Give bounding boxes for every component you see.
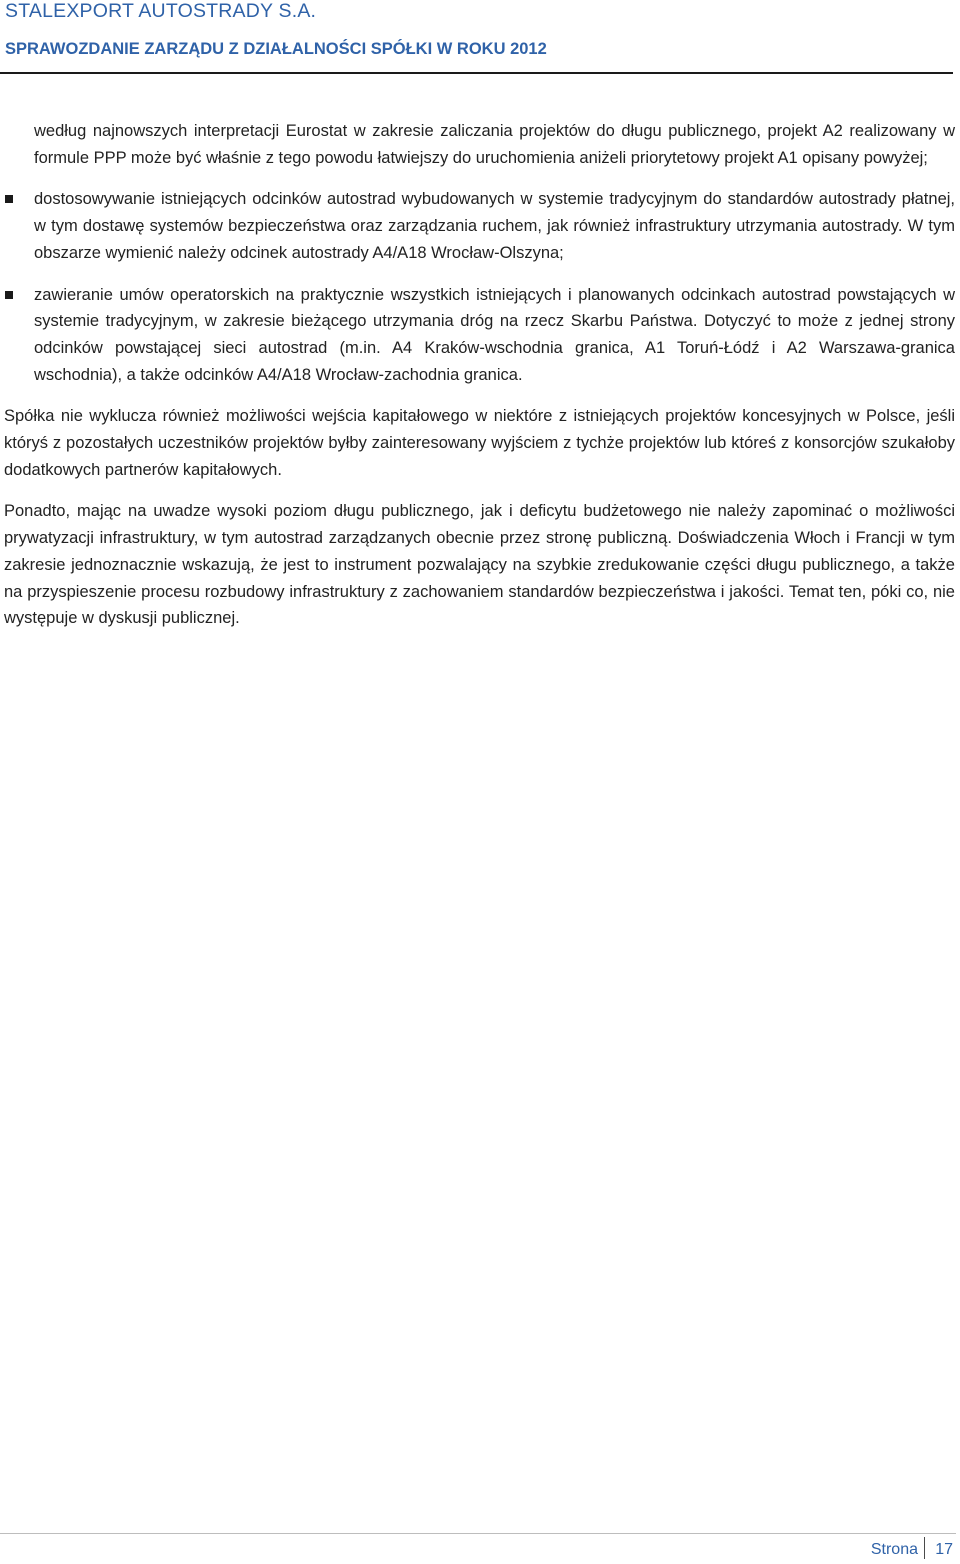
bullet-item bbox=[4, 186, 955, 266]
bullet-item bbox=[4, 282, 955, 389]
header-divider bbox=[0, 72, 953, 74]
report-title: SPRAWOZDANIE ZARZĄDU Z DZIAŁALNOŚCI SPÓŁKI W ROKU 2012 bbox=[5, 40, 547, 58]
paragraph: Ponadto, mając na uwadze wysoki poziom długu publicznego, jak i deficytu budżetowego nie należy zapominać o możliwości prywatyzacji infrastruktury, w tym autostrad zarządzanych obecnie przez stronę publiczną. Doświadczenia Włoch i Francji w tym zakresie jednoznacznie wskazują, że jest to instrument pozwalający na szybkie zredukowanie części długu publicznego, a także na przyspieszenie procesu rozbudowy infrastruktury z zachowaniem standardów bezpieczeństwa i jakości. Temat ten, póki co, nie występuje w dyskusji publicznej. bbox=[4, 502, 955, 628]
page-footer bbox=[0, 1533, 958, 1559]
bullet-text: dostosowywanie istniejących odcinków autostrad wybudowanych w systemie tradycyjnym do standardów autostrady płatnej, w tym dostawę systemów bezpieczeństwa oraz zarządzania ruchem, jak również infrastruktury utrzymania autostrady. W tym obszarze wymienić należy odcinek autostrady A4/A18 Wrocław-Olszyna; bbox=[34, 190, 955, 262]
square-bullet-icon bbox=[5, 291, 13, 299]
company-name: STALEXPORT AUTOSTRADY S.A. bbox=[5, 0, 317, 22]
document-body bbox=[4, 118, 955, 632]
page-label: Strona bbox=[870, 1541, 918, 1558]
square-bullet-icon bbox=[5, 195, 13, 203]
footer-separator bbox=[924, 1537, 925, 1559]
bullet-text: zawieranie umów operatorskich na praktycznie wszystkich istniejących i planowanych odcinkach autostrad powstających w systemie tradycyjnym, w zakresie bieżącego utrzymania dróg na rzecz Skarbu Państwa. Dotyczyć to może z jednej strony odcinków powstającej sieci autostrad (m.in. A4 Kraków-wschodnia granica, A1 Toruń-Łódź i A2 Warszawa-granica wschodnia), a także odcinków A4/A18 Wrocław-zachodnia granica. bbox=[34, 285, 955, 384]
continuation-text: według najnowszych interpretacji Eurostat w zakresie zaliczania projektów do długu publicznego, projekt A2 realizowany w formule PPP może być właśnie z tego powodu łatwiejszy do uruchomienia aniżeli priorytetowy projekt A1 opisany powyżej; bbox=[34, 122, 955, 167]
paragraph: Spółka nie wyklucza również możliwości wejścia kapitałowego w niektóre z istniejących projektów koncesyjnych w Polsce, jeśli któryś z pozostałych uczestników projektów byłby zainteresowany wyjściem z tychże projektów lub któreś z konsorcjów szukałoby dodatkowych partnerów kapitałowych. bbox=[4, 407, 955, 479]
footer-divider bbox=[0, 1533, 956, 1534]
page-number: 17 bbox=[935, 1541, 953, 1558]
